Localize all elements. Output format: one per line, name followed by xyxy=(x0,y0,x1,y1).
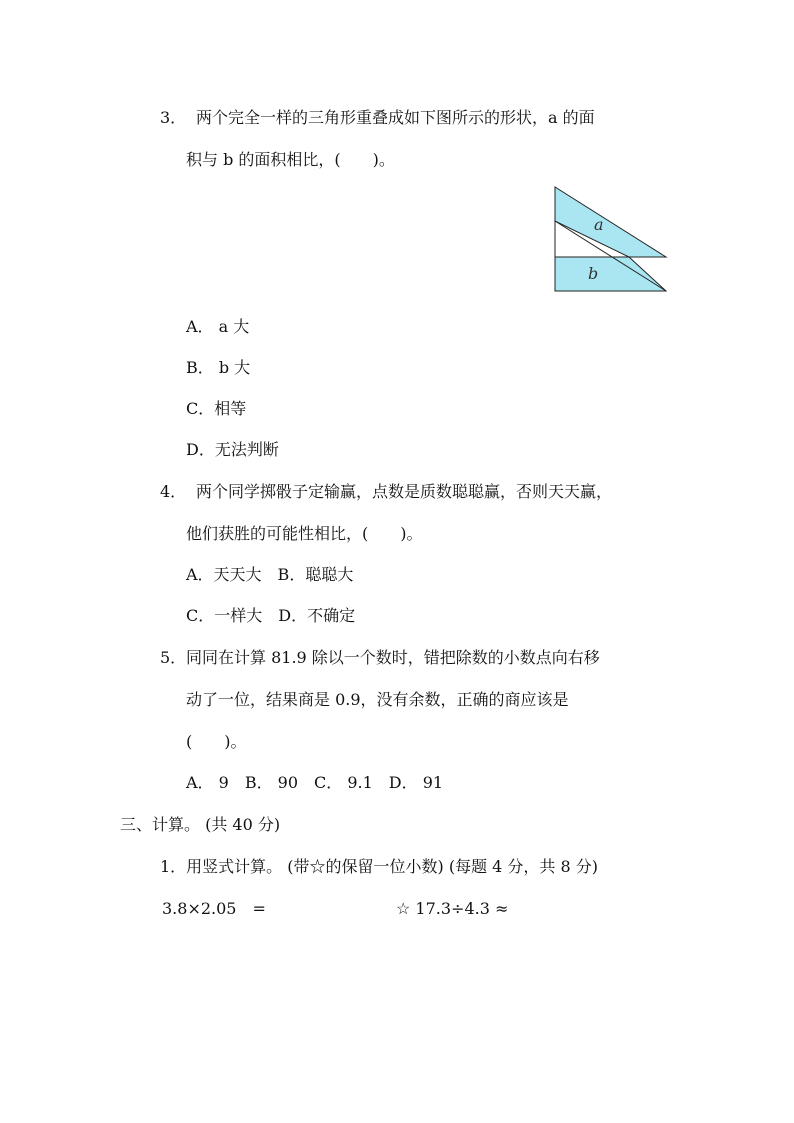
section3-sub1: 1．用竖式计算。 (带☆的保留一位小数) (每题 4 分，共 8 分) xyxy=(160,857,599,876)
triangles-figure xyxy=(554,186,670,294)
q4-text-line2: 他们获胜的可能性相比，( )。 xyxy=(186,524,423,543)
label-a: a xyxy=(594,215,604,234)
q5-text-line3: ( )。 xyxy=(186,732,247,751)
q4-text-line1: 两个同学掷骰子定输赢，点数是质数聪聪赢，否则天天赢， xyxy=(196,482,613,501)
q3-option-c: C．相等 xyxy=(186,399,247,418)
q5-number: 5． xyxy=(160,648,187,667)
q3-number: 3． xyxy=(160,108,187,127)
expr-1: 3.8×2.05 = xyxy=(162,899,266,918)
q3-text-line2: 积与 b 的面积相比，( )。 xyxy=(186,150,395,169)
section3-title: 三、计算。 (共 40 分) xyxy=(120,815,281,834)
q5-options: A． 9 B． 90 C． 9.1 D． 91 xyxy=(186,773,444,792)
q5-text-line2: 动了一位，结果商是 0.9，没有余数，正确的商应该是 xyxy=(186,690,569,709)
q4-number: 4． xyxy=(160,482,187,501)
q4-options-row1: A．天天大 B．聪聪大 xyxy=(186,565,354,584)
q4-options-row2: C．一样大 D．不确定 xyxy=(186,606,356,625)
q3-text-line1: 两个完全一样的三角形重叠成如下图所示的形状，a 的面 xyxy=(196,108,595,127)
q3-option-b: B． b 大 xyxy=(186,358,251,377)
q3-option-d: D．无法判断 xyxy=(186,440,279,459)
q3-option-a: A． a 大 xyxy=(186,317,250,336)
triangle-bottom-band xyxy=(555,257,666,291)
expr-2: ☆ 17.3÷4.3 ≈ xyxy=(396,899,509,918)
q5-text-line1: 同同在计算 81.9 除以一个数时，错把除数的小数点向右移 xyxy=(186,648,600,667)
label-b: b xyxy=(588,264,599,283)
